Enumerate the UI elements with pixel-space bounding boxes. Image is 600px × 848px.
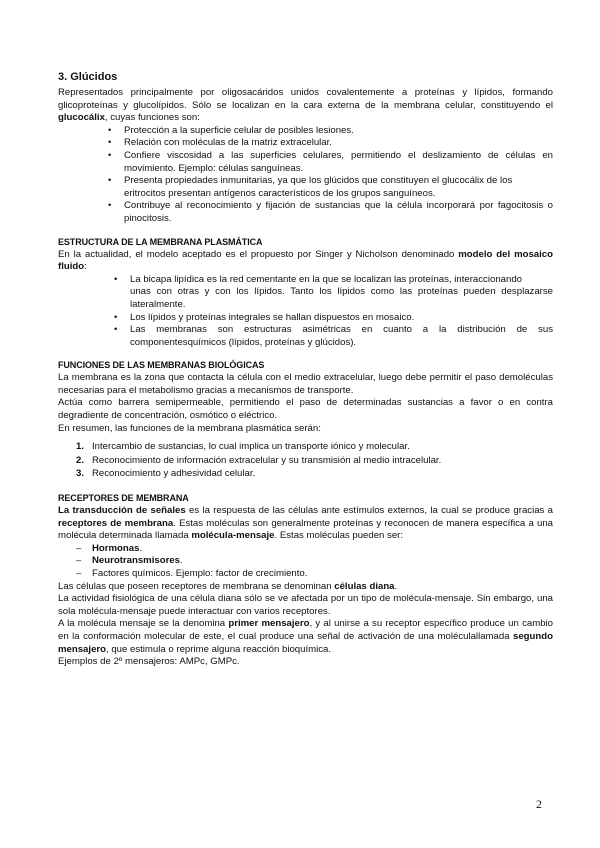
glucidos-intro-text: Representados principalmente por oligosacáridos unidos covalentemente a proteínas y lípidos, formando glicoproteínas y glucolípidos. Sólo se localizan en la cara externa de la membrana celular, constituyendo el (58, 87, 553, 111)
dash-icon: – (76, 555, 82, 567)
glucidos-intro (58, 87, 553, 125)
list-item-text: Relación con moléculas de la matriz extracelular. (124, 137, 332, 149)
section-title-funciones: FUNCIONES DE LAS MEMBRANAS BIOLÓGICAS (58, 360, 265, 371)
list-item (58, 137, 553, 150)
list-item (58, 568, 553, 581)
list-item (58, 200, 553, 225)
list-item-continuation: eritrocitos presentan antígenos característicos de los grupos sanguíneos. (124, 187, 436, 199)
receptores-text: Las células que poseen receptores de membrana se denominan (58, 580, 335, 592)
list-item-text: Reconocimiento de información extracelular y su transmisión al medio intracelular. (92, 454, 442, 466)
list-item-text: Reconocimiento y adhesividad celular. (92, 468, 256, 480)
dash-icon: – (76, 542, 82, 554)
list-item-text: Protección a la superficie celular de posibles lesiones. (124, 124, 354, 136)
receptores-para-3: La actividad fisiológica de una célula diana sólo se ve afectada por un tipo de molécula-mensaje. Sin embargo, una sola molécula-mensaje puede interactuar con varios receptores. (58, 593, 553, 617)
list-item (58, 324, 553, 349)
receptores-text: . Estas moléculas son generalmente proteínas y reconocen de manera específica a una molécula determinada llamada (58, 517, 554, 542)
bullet-icon: • (108, 175, 112, 187)
list-item-text: . (179, 555, 183, 567)
page-number: 2 (536, 797, 542, 811)
list-item-text: Factores químicos. Ejemplo: factor de crecimiento. (92, 568, 308, 579)
list-item-text: Intercambio de sustancias, lo cual implica un transporte iónico y molecular. (92, 441, 410, 453)
estructura-intro-text: En la actualidad, el modelo aceptado es el propuesto por Singer y Nicholson denominado (58, 248, 459, 260)
list-item-text: La bicapa lipídica es la red cementante en la que se localizan las proteínas, interaccionando (130, 273, 522, 285)
list-item-text: Presenta propiedades inmunitarias, ya que los glúcidos que constituyen el glucocálix de los (124, 175, 513, 187)
estructura-intro-end: : (84, 261, 87, 273)
receptores-para-2 (58, 581, 553, 594)
list-item-term: Neurotransmisores (92, 555, 180, 567)
funciones-para-1: La membrana es la zona que contacta la célula con el medio extracelular, luego debe permitir el paso demoléculas necesarias para el metabolismo gracias a mecanismos de transporte. (58, 372, 553, 396)
bullet-icon: • (114, 273, 118, 285)
mosaico-fluido-term: modelo del mosaico fluido (58, 248, 553, 273)
list-item (58, 125, 553, 138)
section-title-receptores: RECEPTORES DE MEMBRANA (58, 493, 189, 504)
estructura-list (58, 274, 553, 350)
list-item-text: Confiere viscosidad a las superficies celulares, permitiendo el deslizamiento de células en movimiento. Ejemplo: células sanguíneas. (124, 149, 553, 174)
list-item-text: Las membranas son estructuras asimétricas en cuanto a la distribución de sus componentesquímicos (lípidos, proteínas y glúcidos). (130, 324, 553, 348)
list-number: 1. (76, 441, 85, 453)
list-item (58, 175, 553, 200)
funciones-numbered-list (58, 441, 553, 481)
mensaje-types-list (58, 543, 553, 581)
section-title-glucidos: 3. Glúcidos (58, 71, 118, 83)
receptores-para-4 (58, 618, 553, 656)
funciones-para-2: Actúa como barrera semipermeable, permitiendo el paso de determinadas sustancias a favor o en contra degradiente de concentración, osmótico o eléctrico. (58, 397, 553, 422)
receptores-text: . (394, 580, 398, 592)
list-item-text: Contribuye al reconocimiento y fijación de sustancias que la célula incorporará por fagocitosis o pinocitosis. (124, 200, 553, 224)
receptores-text: , que estimula o reprime alguna reacción bioquímica. (106, 643, 332, 655)
list-item-text: . (139, 542, 143, 554)
molecula-mensaje-term: molécula-mensaje (191, 530, 275, 542)
segundo-mensajero-term: segundo mensajero (58, 630, 553, 655)
receptores-text: es la respuesta de las células ante estímulos externos, la cual se produce gracias a (185, 505, 553, 517)
list-number: 2. (76, 454, 85, 466)
primer-mensajero-term: primer mensajero (228, 618, 310, 630)
bullet-icon: • (108, 137, 112, 149)
estructura-intro (58, 249, 553, 274)
glucidos-intro-end: , cuyas funciones son: (104, 112, 200, 124)
bullet-icon: • (114, 311, 118, 323)
receptores-para-5: Ejemplos de 2º mensajeros: AMPc, GMPc. (58, 656, 240, 668)
list-item-text: Los lípidos y proteínas integrales se hallan dispuestos en mosaico. (130, 311, 415, 323)
glucocalix-functions-list (58, 125, 553, 226)
list-item (58, 455, 553, 468)
list-item (58, 312, 553, 325)
list-item (58, 441, 553, 454)
list-item (58, 468, 553, 481)
list-item (58, 150, 553, 175)
transduccion-term: La transducción de señales (58, 505, 186, 517)
bullet-icon: • (114, 324, 118, 336)
receptores-para-1 (58, 505, 553, 543)
funciones-para-3: En resumen, las funciones de la membrana plasmática serán: (58, 422, 321, 434)
bullet-icon: • (108, 149, 112, 161)
receptores-term: receptores de membrana (58, 517, 174, 529)
list-item (58, 555, 553, 568)
list-number: 3. (76, 468, 85, 480)
bullet-icon: • (108, 124, 112, 136)
section-title-estructura: ESTRUCTURA DE LA MEMBRANA PLASMÁTICA (58, 236, 263, 247)
receptores-text: . Estas moléculas pueden ser: (274, 530, 404, 542)
bullet-icon: • (108, 200, 112, 212)
list-item-term: Hormonas (92, 542, 140, 554)
receptores-text: , y al unirse a su receptor específico produce un cambio en la conformación molecular de este, el cual produce una señal de activación de una moléculallamada (58, 618, 553, 642)
list-item-continuation: unas con otras y con los lípidos. Tanto los lípidos como las proteínas pueden desplazarse lateralmente. (130, 286, 553, 310)
celulas-diana-term: células diana (334, 580, 395, 592)
list-item (58, 274, 553, 312)
dash-icon: – (76, 568, 82, 579)
page-content (58, 70, 553, 669)
receptores-text: A la molécula mensaje se la denomina (58, 618, 229, 630)
glucocalix-term: glucocálix (58, 112, 105, 124)
list-item (58, 543, 553, 556)
